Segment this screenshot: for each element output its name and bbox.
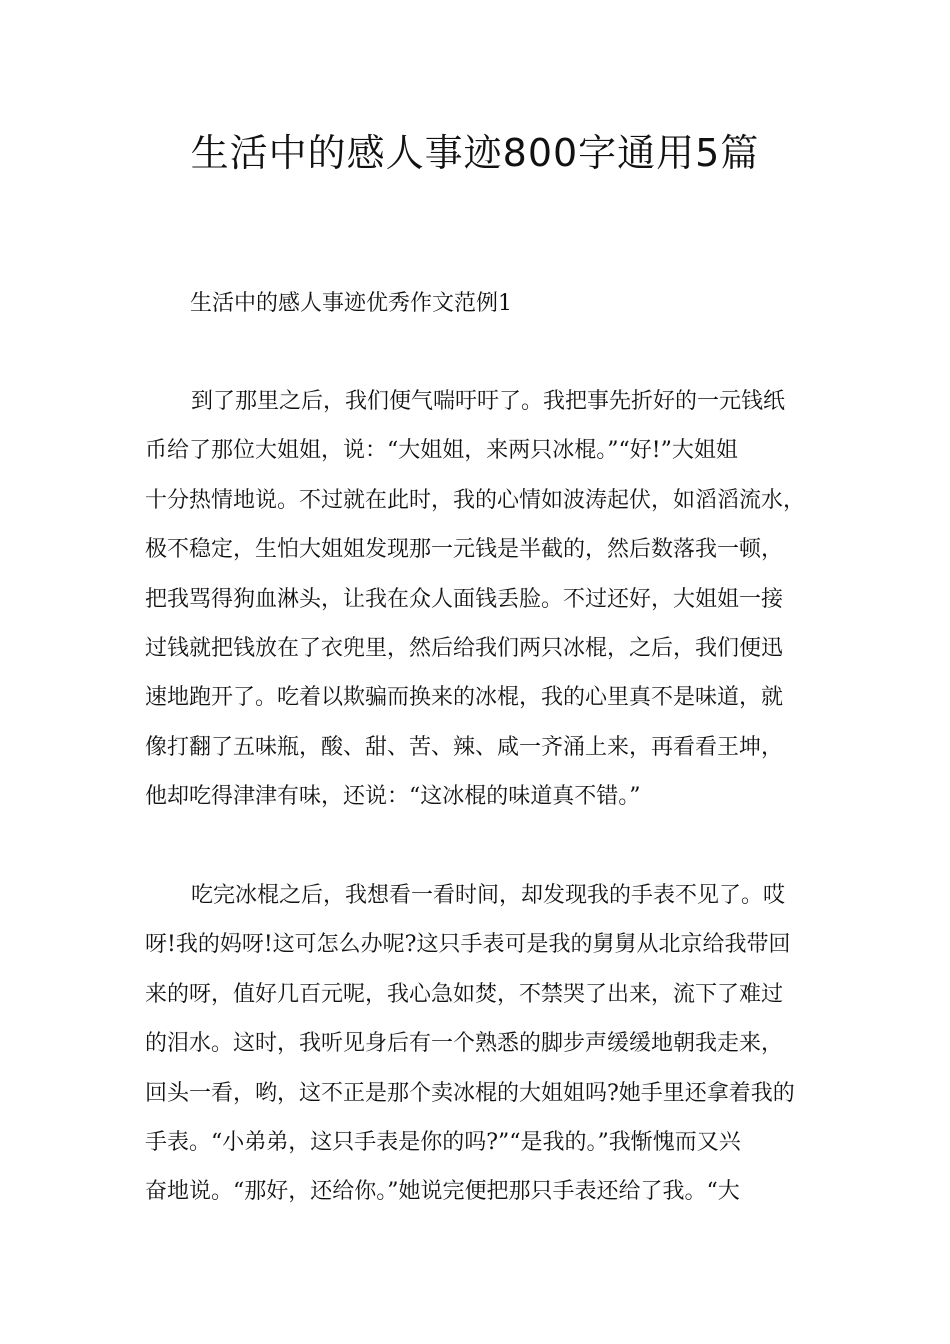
paragraph-line: 奋地说。“那好，还给你。”她说完便把那只手表还给了我。“大 xyxy=(145,1179,740,1205)
paragraph-line: 把我骂得狗血淋头，让我在众人面钱丢脸。不过还好，大姐姐一接 xyxy=(145,586,784,612)
paragraph-line: 回头一看，哟，这不正是那个卖冰棍的大姐姐吗?她手里还拿着我的 xyxy=(145,1080,795,1106)
paragraph-line: 的泪水。这时，我听见身后有一个熟悉的脚步声缓缓地朝我走来， xyxy=(145,1031,784,1057)
paragraph-line: 十分热情地说。不过就在此时，我的心情如波涛起伏，如滔滔流水， xyxy=(145,487,806,513)
paragraph-line: 来的呀，值好几百元呢，我心急如焚，不禁哭了出来，流下了难过 xyxy=(145,981,784,1007)
paragraph-line: 过钱就把钱放在了衣兜里，然后给我们两只冰棍，之后，我们便迅 xyxy=(145,635,784,661)
section-heading: 生活中的感人事迹优秀作文范例1 xyxy=(190,291,512,316)
paragraph-line: 呀!我的妈呀!这可怎么办呢?这只手表可是我的舅舅从北京给我带回 xyxy=(145,932,791,958)
paragraph-line: 吃完冰棍之后，我想看一看时间，却发现我的手表不见了。哎 xyxy=(191,883,786,908)
paragraph-line: 速地跑开了。吃着以欺骗而换来的冰棍，我的心里真不是味道，就 xyxy=(145,685,784,711)
paragraph-line: 到了那里之后，我们便气喘吁吁了。我把事先折好的一元钱纸 xyxy=(191,389,786,414)
paragraph-line: 极不稳定，生怕大姐姐发现那一元钱是半截的，然后数落我一顿， xyxy=(145,537,784,563)
paragraph-line: 手表。“小弟弟，这只手表是你的吗?”“是我的。”我惭愧而又兴 xyxy=(145,1129,741,1155)
paragraph xyxy=(145,876,825,1222)
paragraph-line: 像打翻了五味瓶，酸、甜、苦、辣、咸一齐涌上来，再看看王坤， xyxy=(145,734,784,760)
paragraph-line: 他却吃得津津有味，还说：“这冰棍的味道真不错。” xyxy=(145,784,641,810)
document-title: 生活中的感人事迹800字通用5篇 xyxy=(190,131,760,175)
paragraph xyxy=(145,382,825,827)
paragraph-line: 币给了那位大姐姐，说：“大姐姐，来两只冰棍。”“好!”大姐姐 xyxy=(145,438,738,464)
